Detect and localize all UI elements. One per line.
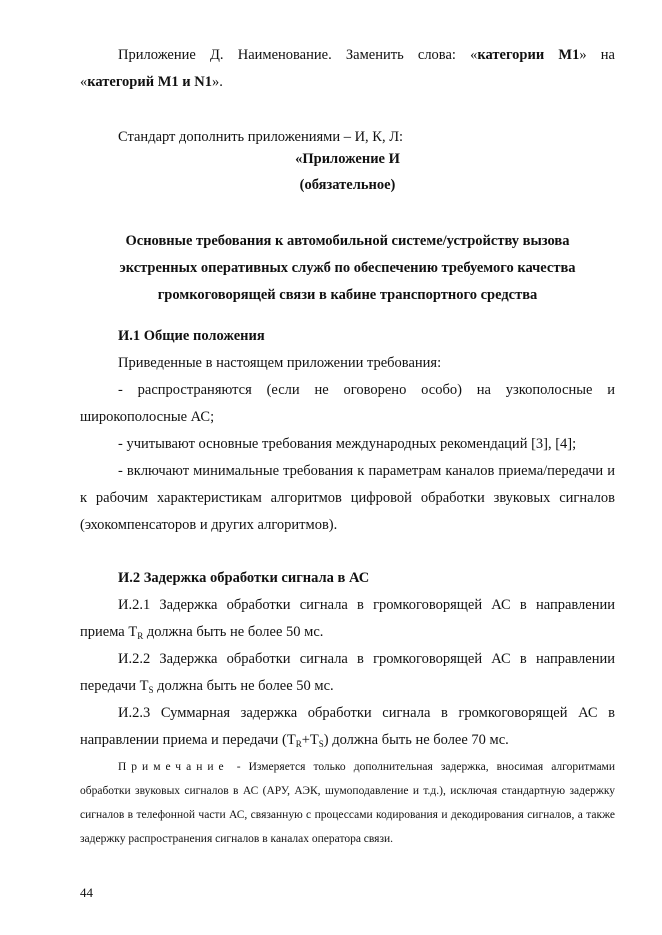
note-text: - Измеряется только дополнительная задержка, вносимая алгоритмами обработки звуковых сигналов в АС (АРУ, АЭК, шумоподавление и т.д.), исключая стандартную задержку сигналов в телефонной части АС, связанную с процессами кодирования и декодирования сигналов, а также задержку распространения сигналов в каналах оператора связи. (80, 761, 615, 845)
clause-2-2: И.2.2 Задержка обработки сигнала в громкоговорящей АС в направлении передачи $T_S$ должна быть не более 50 мс. (80, 651, 615, 695)
list-item-3: - включают минимальные требования к параметрам каналов приема/передачи и к рабочим характеристикам алгоритмов цифровой обработки звуковых сигналов (эхокомпенсаторов и других алгоритмов). (80, 463, 615, 533)
main-title-line-1: Основные требования к автомобильной системе/устройству вызова (125, 233, 570, 249)
appendix-title: «Приложение И (295, 151, 400, 167)
appendix-status: (обязательное) (299, 177, 396, 193)
note-label: Примечание (118, 761, 229, 773)
supplement-paragraph: Стандарт дополнить приложениями – И, К, Л: (118, 129, 404, 145)
main-title-line-3: громкоговорящей связи в кабине транспортного средства (157, 287, 538, 303)
amendment-text-3: ». (211, 74, 223, 90)
list-item-1: - распространяются (если не оговорено особо) на узкополосные и широкополосные АС; (80, 382, 615, 425)
amendment-old-words: категории М1 (477, 47, 580, 63)
section-1-heading: И.1 Общие положения (118, 328, 265, 344)
clause-2-3: И.2.3 Суммарная задержка обработки сигнала в громкоговорящей АС в направлении приема и передачи $(T_R+T_S)$ должна быть не более 70 мс. (80, 705, 615, 749)
section-2-heading: И.2 Задержка обработки сигнала в АС (118, 570, 370, 586)
page-number: 44 (80, 885, 93, 900)
amendment-new-words: категорий М1 и N1 (87, 74, 212, 90)
amendment-paragraph (80, 42, 615, 96)
amendment-text-2: » на « (80, 47, 615, 90)
clause-2-1: И.2.1 Задержка обработки сигнала в громкоговорящей АС в направлении приема $T_R$ должна быть не более 50 мс. (80, 597, 615, 641)
main-title-line-2: экстренных оперативных служб по обеспечению требуемого качества (119, 260, 576, 276)
amendment-text: Приложение Д. Наименование. Заменить слова: « (118, 47, 478, 63)
section-1-intro: Приведенные в настоящем приложении требования: (118, 355, 442, 371)
note (80, 755, 615, 851)
list-item-2: - учитывают основные требования международных рекомендаций [3], [4]; (118, 436, 577, 452)
